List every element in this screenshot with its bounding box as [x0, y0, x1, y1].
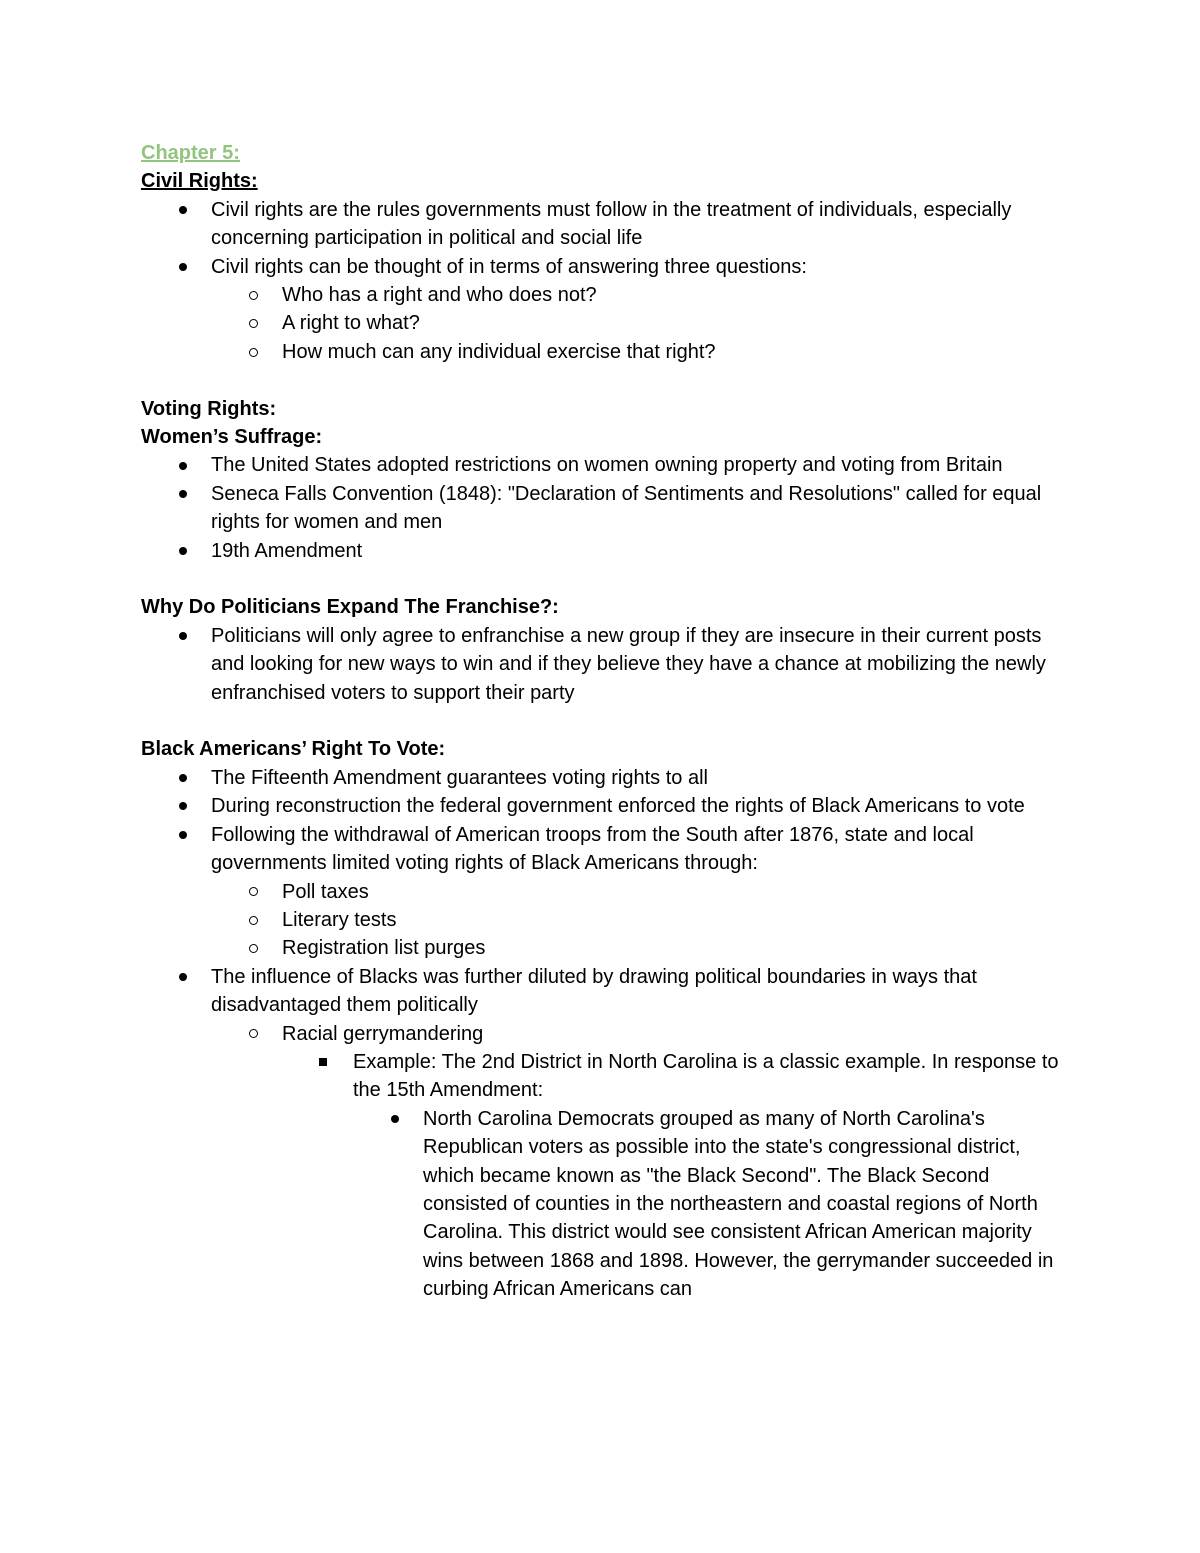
list-item: Example: The 2nd District in North Carolina is a classic example. In response to the 15th Amendment:	[141, 1048, 1071, 1105]
list-item: Civil rights are the rules governments must follow in the treatment of individuals, especially concerning participation in political and social life	[141, 196, 1071, 253]
bullet-circle-icon	[249, 878, 258, 906]
bullet-dot-icon	[179, 537, 187, 565]
list-item: Registration list purges	[141, 934, 1071, 962]
list-item: The Fifteenth Amendment guarantees voting rights to all	[141, 764, 1071, 792]
list-item: A right to what?	[141, 309, 1071, 337]
bullet-dot-icon	[179, 821, 187, 849]
bullet-dot-icon	[179, 451, 187, 479]
bullet-dot-icon	[179, 196, 187, 224]
bullet-dot-icon	[179, 480, 187, 508]
bullet-circle-icon	[249, 281, 258, 309]
chapter-title: Chapter 5:	[141, 142, 240, 164]
document-page	[141, 139, 1071, 1304]
bullet-circle-icon	[249, 906, 258, 934]
bullet-dot-icon	[179, 253, 187, 281]
black-americans-heading: Black Americans’ Right To Vote:	[141, 738, 446, 761]
list-item: How much can any individual exercise that right?	[141, 338, 1071, 366]
black-americans-list	[141, 764, 1071, 1304]
list-item: 19th Amendment	[141, 537, 1071, 565]
list-item: Politicians will only agree to enfranchise a new group if they are insecure in their current posts and looking for new ways to win and if they believe they have a chance at mobilizing the newly enfranchised voters to support their party	[141, 622, 1071, 707]
bullet-circle-icon	[249, 309, 258, 337]
list-item: Poll taxes	[141, 878, 1071, 906]
civil-rights-list	[141, 196, 1071, 366]
womens-suffrage-list	[141, 451, 1071, 565]
bullet-dot-icon	[179, 963, 187, 991]
franchise-heading: Why Do Politicians Expand The Franchise?:	[141, 596, 559, 619]
bullet-dot-icon	[179, 792, 187, 820]
list-item: Literary tests	[141, 906, 1071, 934]
civil-rights-heading: Civil Rights:	[141, 170, 258, 193]
list-item: Following the withdrawal of American troops from the South after 1876, state and local governments limited voting rights of Black Americans through:	[141, 821, 1071, 878]
bullet-dot-icon	[391, 1105, 399, 1133]
bullet-square-icon	[319, 1048, 327, 1076]
list-item: Who has a right and who does not?	[141, 281, 1071, 309]
list-item: Racial gerrymandering	[141, 1020, 1071, 1048]
list-item: Seneca Falls Convention (1848): "Declaration of Sentiments and Resolutions" called for equal rights for women and men	[141, 480, 1071, 537]
list-item: The influence of Blacks was further diluted by drawing political boundaries in ways that disadvantaged them politically	[141, 963, 1071, 1020]
bullet-circle-icon	[249, 338, 258, 366]
list-item: During reconstruction the federal government enforced the rights of Black Americans to vote	[141, 792, 1071, 820]
womens-suffrage-heading: Women’s Suffrage:	[141, 426, 323, 449]
list-item: Civil rights can be thought of in terms of answering three questions:	[141, 253, 1071, 281]
franchise-list	[141, 622, 1071, 707]
bullet-dot-icon	[179, 764, 187, 792]
voting-rights-heading: Voting Rights:	[141, 397, 277, 420]
bullet-circle-icon	[249, 1020, 258, 1048]
bullet-dot-icon	[179, 622, 187, 650]
bullet-circle-icon	[249, 934, 258, 962]
list-item: The United States adopted restrictions on women owning property and voting from Britain	[141, 451, 1071, 479]
list-item: North Carolina Democrats grouped as many of North Carolina's Republican voters as possible into the state's congressional district, which became known as "the Black Second". The Black Second consisted of counties in the northeastern and coastal regions of North Carolina. This district would see consistent African American majority wins between 1868 and 1898. However, the gerrymander succeeded in curbing African Americans can	[141, 1105, 1071, 1304]
